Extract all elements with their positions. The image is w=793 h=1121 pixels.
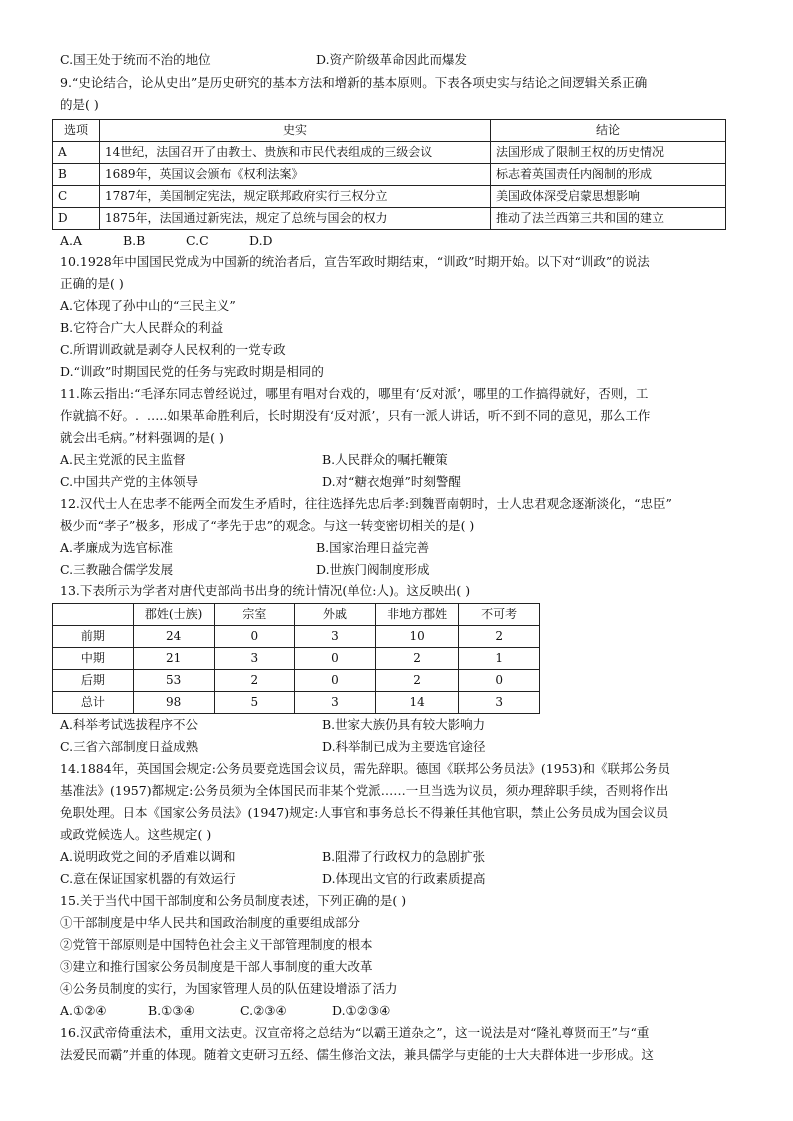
table-header-cell: 郡姓(士族) xyxy=(133,604,214,626)
table-cell: D xyxy=(53,208,100,230)
q14-stem-line4: 或政党候选人。这些规定( ) xyxy=(60,827,212,842)
table-cell: 3 xyxy=(295,692,376,714)
q8-option-c: C.国王处于统而不治的地位 xyxy=(60,52,211,67)
q14-stem-line1: 14.1884年，英国国会规定:公务员要竞选国会议员，需先辞职。德国《联邦公务员法》(1953)和《联邦公务员 xyxy=(60,761,670,776)
table-row xyxy=(53,648,540,670)
table-cell: 后期 xyxy=(53,670,134,692)
table-cell: 标志着英国责任内阁制的形成 xyxy=(491,164,726,186)
table-cell: C xyxy=(53,186,100,208)
q15-item-4: ④公务员制度的实行，为国家管理人员的队伍建设增添了活力 xyxy=(60,981,398,996)
table-cell: 3 xyxy=(295,626,376,648)
table-cell: 2 xyxy=(375,670,459,692)
q9-options xyxy=(60,232,312,250)
q11-stem-line2: 作就搞不好。. …..如果革命胜利后，长时期没有‘反对派’，只有一派人讲话，听不到不同的意见，那么工作 xyxy=(60,408,651,423)
q11-option-b: B.人民群众的嘱托鞭策 xyxy=(322,452,448,467)
table-cell: 10 xyxy=(375,626,459,648)
q15-options xyxy=(60,1002,390,1020)
table-cell: 5 xyxy=(214,692,295,714)
table-cell: 24 xyxy=(133,626,214,648)
q10-option-c: C.所谓训政就是剥夺人民权利的一党专政 xyxy=(60,342,286,357)
table-cell: 14世纪，法国召开了由教士、贵族和市民代表组成的三级会议 xyxy=(100,142,491,164)
q10-option-a: A.它体现了孙中山的“三民主义” xyxy=(60,298,236,313)
q16-stem-line2: 法爱民而霸”并重的体现。随着文吏研习五经、儒生修治文法，兼具儒学与吏能的士大夫群体进一步形成。这 xyxy=(60,1047,654,1062)
table-row xyxy=(53,626,540,648)
table-cell: 1787年，美国制定宪法，规定联邦政府实行三权分立 xyxy=(100,186,491,208)
table-cell: 2 xyxy=(459,626,540,648)
q14-stem-line3: 免职处理。日本《国家公务员法》(1947)规定:人事官和事务总长不得兼任其他官职，禁止公务员成为国会议员 xyxy=(60,805,669,820)
table-header-cell: 外戚 xyxy=(295,604,376,626)
q14-option-d: D.体现出文官的行政素质提高 xyxy=(322,871,486,886)
table-cell: 0 xyxy=(295,670,376,692)
q9-stem-line1: 9.“史论结合，论从史出”是历史研究的基本方法和增新的基本原则。下表各项史实与结论之间逻辑关系正确 xyxy=(60,75,648,90)
table-cell: 前期 xyxy=(53,626,134,648)
table-cell: 0 xyxy=(214,626,295,648)
q15-stem: 15.关于当代中国干部制度和公务员制度表述，下列正确的是( ) xyxy=(60,893,407,908)
q12-stem-line1: 12.汉代士人在忠孝不能两全而发生矛盾时，往往选择先忠后孝:到魏晋南朝时，士人忠君观念逐渐淡化，“忠臣” xyxy=(60,496,672,511)
q10-stem-line1: 10.1928年中国国民党成为中国新的统治者后，宣告军政时期结束，“训政”时期开始。以下对“训政”的说法 xyxy=(60,254,650,269)
table-cell: 1875年，法国通过新宪法，规定了总统与国会的权力 xyxy=(100,208,491,230)
table-cell: 3 xyxy=(459,692,540,714)
table-cell: 美国政体深受启蒙思想影响 xyxy=(491,186,726,208)
q11-option-a: A.民主党派的民主监督 xyxy=(60,452,186,467)
q13-table xyxy=(52,603,540,714)
q12-option-a: A.孝廉成为选官标准 xyxy=(60,540,174,555)
table-header-cell xyxy=(53,604,134,626)
table-header-cell: 结论 xyxy=(491,120,726,142)
q9-table xyxy=(52,119,726,230)
q15-option-c: C.②③④ xyxy=(240,1003,287,1018)
q16-stem-line1: 16.汉武帝倚重法术，重用文法吏。汉宣帝将之总结为“以霸王道杂之”，这一说法是对“隆礼尊贤而王”与“重 xyxy=(60,1025,650,1040)
q9-option-c: C.C xyxy=(186,233,209,248)
table-cell: 总计 xyxy=(53,692,134,714)
q11-option-d: D.对“糖衣炮弹”时刻警醒 xyxy=(322,474,461,489)
q14-stem-line2: 基准法》(1957)都规定:公务员须为全体国民而非某个党派……一旦当选为议员，须办理辞职手续，否则将作出 xyxy=(60,783,669,798)
q15-option-d: D.①②③④ xyxy=(332,1003,391,1018)
q14-option-a: A.说明政党之间的矛盾难以调和 xyxy=(60,849,236,864)
table-cell: 法国形成了限制王权的历史情况 xyxy=(491,142,726,164)
q11-stem-line3: 就会出毛病。”材料强调的是( ) xyxy=(60,430,224,445)
q9-option-b: B.B xyxy=(123,233,146,248)
table-cell: B xyxy=(53,164,100,186)
q13-option-d: D.科举制已成为主要选官途径 xyxy=(322,739,486,754)
table-cell: 0 xyxy=(295,648,376,670)
q10-option-d: D.“训政”时期国民党的任务与宪政时期是相同的 xyxy=(60,364,324,379)
q15-option-b: B.①③④ xyxy=(148,1003,195,1018)
q9-stem-line2: 的是( ) xyxy=(60,97,99,112)
table-header-cell: 不可考 xyxy=(459,604,540,626)
table-header-cell: 非地方郡姓 xyxy=(375,604,459,626)
q12-option-d: D.世族门阀制度形成 xyxy=(316,562,430,577)
table-header-row xyxy=(53,120,726,142)
table-row xyxy=(53,692,540,714)
table-row xyxy=(53,164,726,186)
table-header-row xyxy=(53,604,540,626)
table-cell: 2 xyxy=(375,648,459,670)
q15-item-2: ②党管干部原则是中国特色社会主义干部管理制度的根本 xyxy=(60,937,373,952)
q15-option-a: A.①②④ xyxy=(60,1003,107,1018)
table-row xyxy=(53,670,540,692)
q13-option-c: C.三省六部制度日益成熟 xyxy=(60,739,199,754)
table-row xyxy=(53,142,726,164)
q12-stem-line2: 极少而“孝子”极多，形成了“孝先于忠”的观念。与这一转变密切相关的是( ) xyxy=(60,518,475,533)
q13-option-a: A.科举考试选拔程序不公 xyxy=(60,717,199,732)
table-cell: 14 xyxy=(375,692,459,714)
table-cell: 2 xyxy=(214,670,295,692)
q11-option-c: C.中国共产党的主体领导 xyxy=(60,474,199,489)
q14-option-b: B.阻滞了行政权力的急剧扩张 xyxy=(322,849,486,864)
table-row xyxy=(53,186,726,208)
table-header-cell: 史实 xyxy=(100,120,491,142)
q9-option-d: D.D xyxy=(249,233,273,248)
q8-option-d: D.资产阶级革命因此而爆发 xyxy=(316,52,468,67)
table-cell: 53 xyxy=(133,670,214,692)
q12-option-b: B.国家治理日益完善 xyxy=(316,540,430,555)
table-cell: 1 xyxy=(459,648,540,670)
table-cell: 推动了法兰西第三共和国的建立 xyxy=(491,208,726,230)
q9-option-a: A.A xyxy=(60,233,83,248)
q13-option-b: B.世家大族仍具有较大影响力 xyxy=(322,717,486,732)
q10-stem-line2: 正确的是( ) xyxy=(60,276,124,291)
q13-stem: 13.下表所示为学者对唐代吏部尚书出身的统计情况(单位:人)。这反映出( ) xyxy=(60,583,471,598)
table-cell: 3 xyxy=(214,648,295,670)
q12-option-c: C.三教融合儒学发展 xyxy=(60,562,174,577)
table-cell: 98 xyxy=(133,692,214,714)
q11-stem-line1: 11.陈云指出:“毛泽东同志曾经说过，哪里有唱对台戏的，哪里有‘反对派’，哪里的工作搞得就好，否则，工 xyxy=(60,386,649,401)
table-cell: A xyxy=(53,142,100,164)
table-row xyxy=(53,208,726,230)
q15-item-3: ③建立和推行国家公务员制度是干部人事制度的重大改革 xyxy=(60,959,373,974)
table-cell: 21 xyxy=(133,648,214,670)
table-cell: 1689年，英国议会颁布《权利法案》 xyxy=(100,164,491,186)
table-cell: 0 xyxy=(459,670,540,692)
table-header-cell: 选项 xyxy=(53,120,100,142)
table-header-cell: 宗室 xyxy=(214,604,295,626)
table-cell: 中期 xyxy=(53,648,134,670)
q14-option-c: C.意在保证国家机器的有效运行 xyxy=(60,871,236,886)
q15-item-1: ①干部制度是中华人民共和国政治制度的重要组成部分 xyxy=(60,915,361,930)
q10-option-b: B.它符合广大人民群众的利益 xyxy=(60,320,224,335)
